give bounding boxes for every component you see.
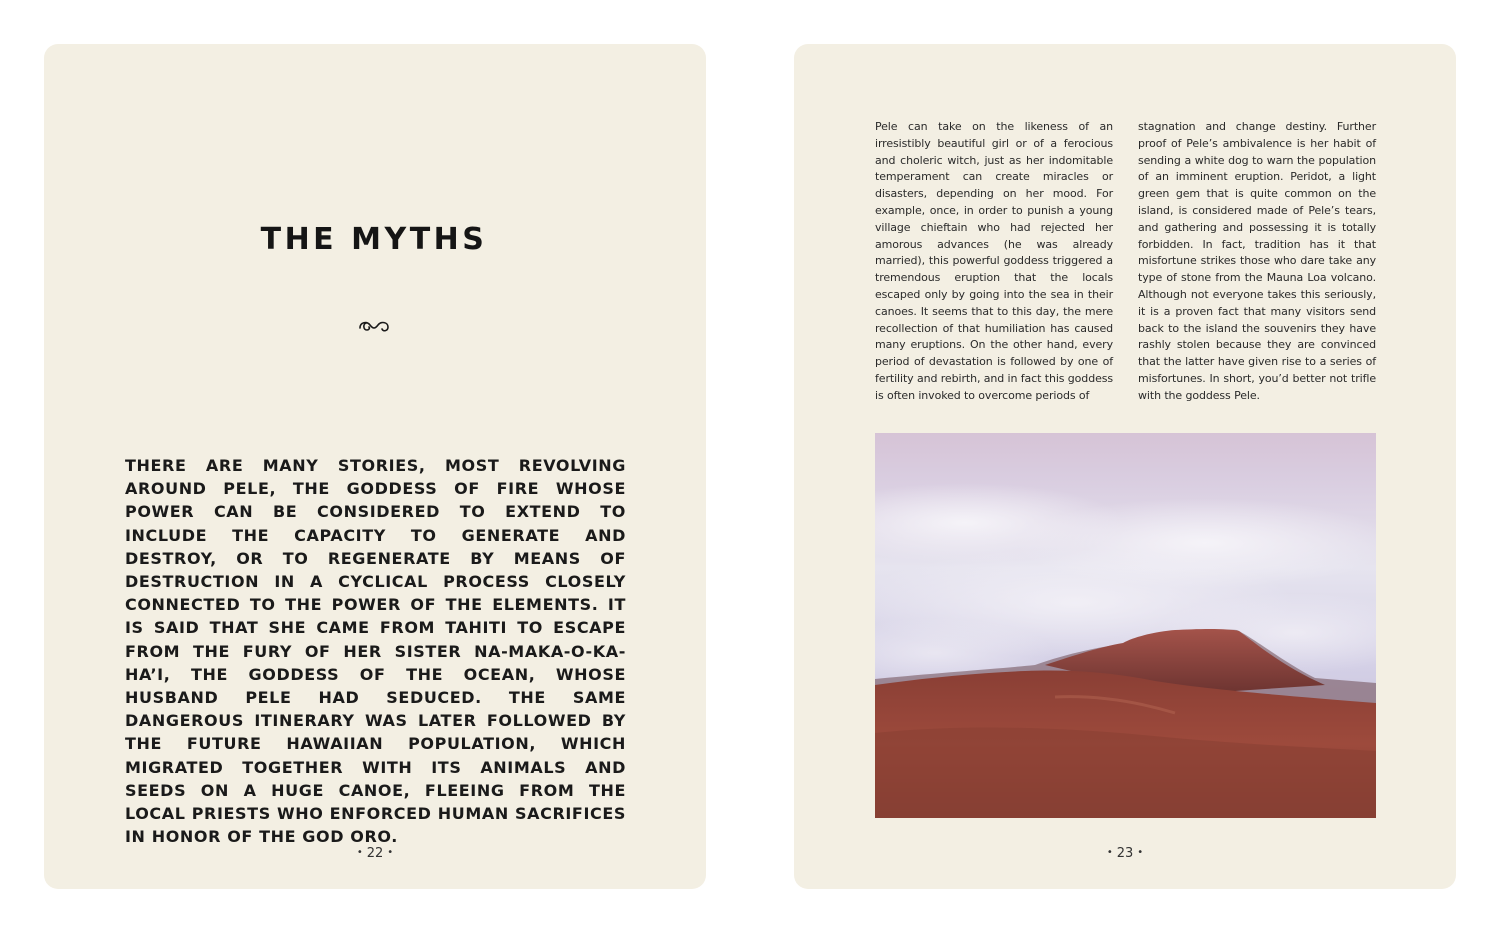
body-column-2: stagnation and change destiny. Further proof of Pele’s ambivalence is her habit of sending a white dog to warn the population of an imminent eruption. Peridot, a light green gem that is quite common on the island, is considered made of Pele’s tears, and gathering and possessing it is totally forbidden. In fact, tradition has it that misfortune strikes those who dare take any type of stone from the Mauna Loa volcano. Although not everyone takes this seriously, it is a proven fact that many visitors send back to the island the souvenirs they have rashly stolen because they are convinced that the latter have given rise to a series of misfortunes. In short, you’d better not trifle with the goddess Pele. xyxy=(1138,120,1376,402)
left-page xyxy=(44,44,706,889)
page-number-left: • 22 • xyxy=(356,846,394,861)
body-column-1: Pele can take on the likeness of an irresistibly beautiful girl or of a ferocious and choleric witch, just as her indomitable temperament can create miracles or disasters, depending on her mood. For example, once, in order to punish a young village chieftain who had rejected her amorous advances (he was already married), this powerful goddess triggered a tremendous eruption that the locals escaped only by going into the sea in their canoes. It seems that to this day, the mere recollection of that humiliation has caused many eruptions. On the other hand, every period of devastation is followed by one of fertility and rebirth, and in fact this goddess is often invoked to overcome periods of xyxy=(875,120,1114,402)
swirl-ornament-icon xyxy=(357,316,391,336)
body-columns xyxy=(875,119,1376,405)
chapter-title: THE MYTHS xyxy=(260,222,488,257)
intro-paragraph: THERE ARE MANY STORIES, MOST REVOLVING AROUND PELE, THE GODDESS OF FIRE WHOSE POWER CAN BE CONSIDERED TO EXTEND TO INCLUDE THE CAPACITY TO GENERATE AND DESTROY, OR TO REGENERATE BY MEANS OF DESTRUCTION IN A CYCLICAL PROCESS CLOSELY CONNECTED TO THE POWER OF THE ELEMENTS. IT IS SAID THAT SHE CAME FROM TAHITI TO ESCAPE FROM THE FURY OF HER SISTER NA-MAKA-O-KA-HA’I, THE GODDESS OF THE OCEAN, WHOSE HUSBAND PELE HAD SEDUCED. THE SAME DANGEROUS ITINERARY WAS LATER FOLLOWED BY THE FUTURE HAWAIIAN POPULATION, WHICH MIGRATED TOGETHER WITH ITS ANIMALS AND SEEDS ON A HUGE CANOE, FLEEING FROM THE LOCAL PRIESTS WHO ENFORCED HUMAN SACRIFICES IN HONOR OF THE GOD ORO. xyxy=(125,456,626,847)
right-page xyxy=(794,44,1456,889)
page-number-right: • 23 • xyxy=(1106,846,1144,861)
volcano-photo xyxy=(875,433,1376,818)
